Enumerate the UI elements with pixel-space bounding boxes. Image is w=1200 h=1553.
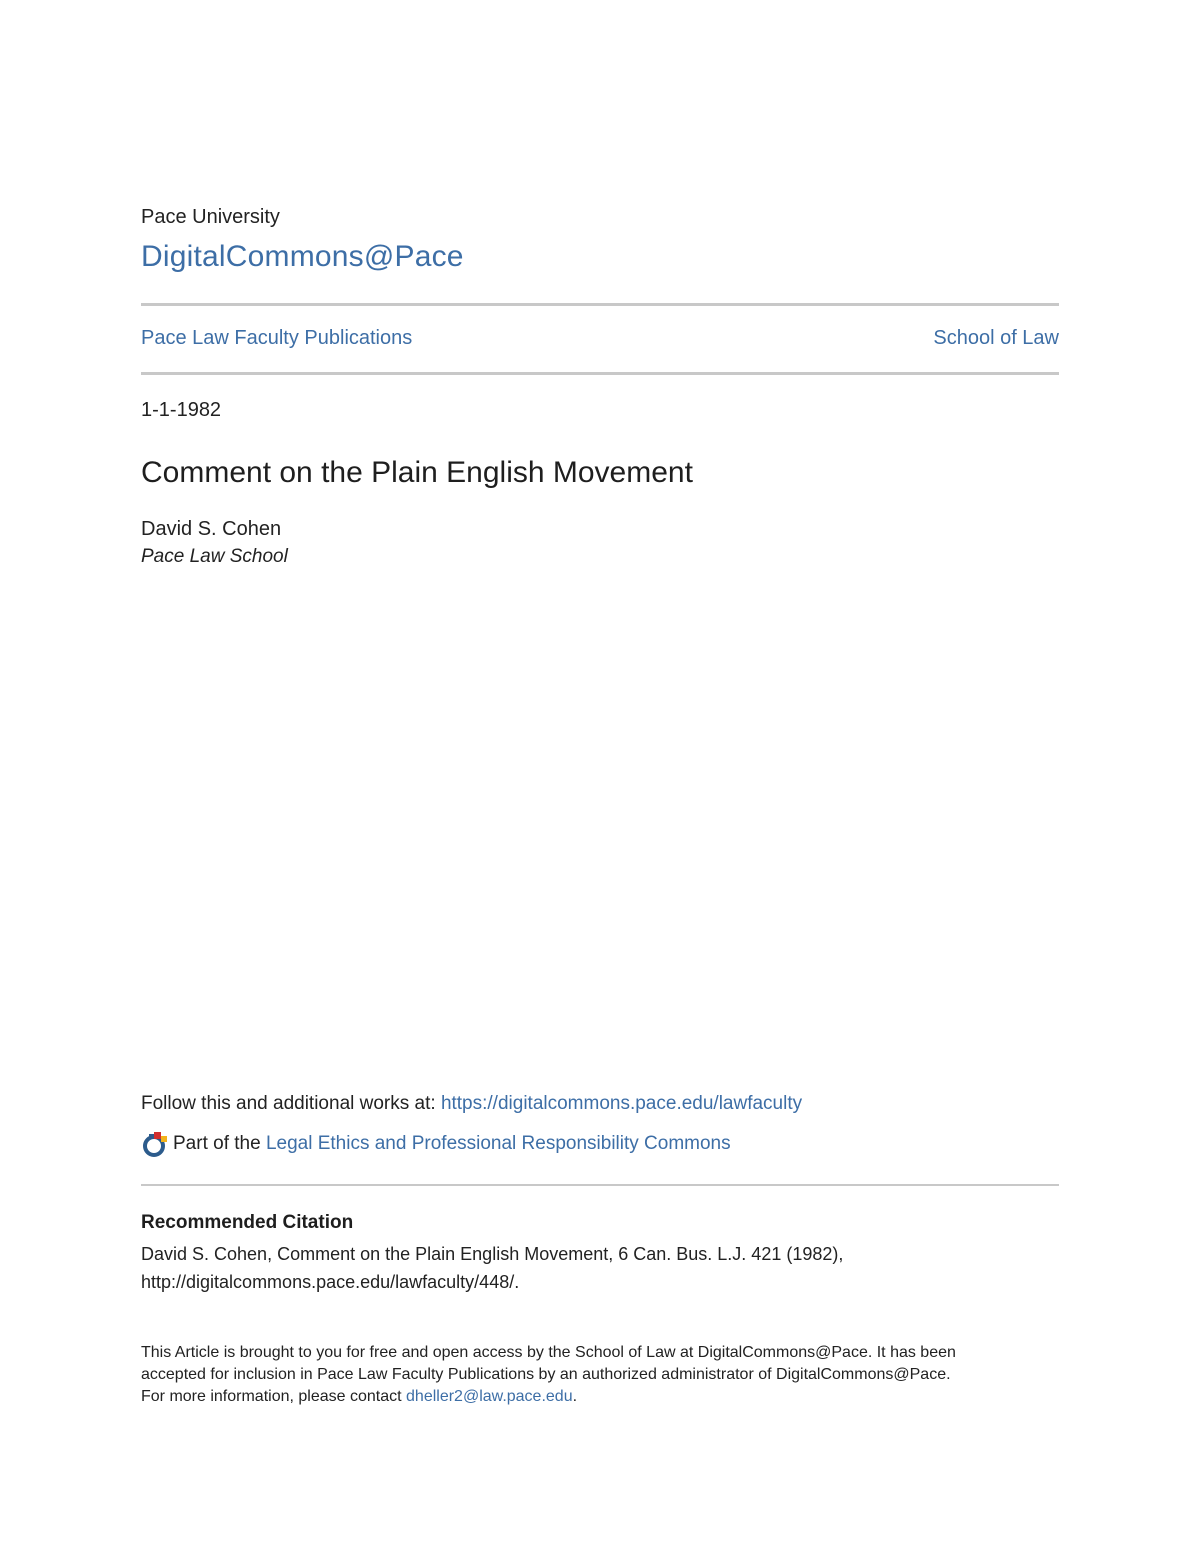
author-affiliation: Pace Law School [141, 546, 288, 567]
cover-page [141, 0, 1059, 1553]
follow-text: Follow this and additional works at: [141, 1093, 441, 1114]
access-notice [141, 1342, 1059, 1408]
follow-line [141, 1093, 802, 1115]
notice-contact-text: For more information, please contact [141, 1388, 407, 1405]
collection-link[interactable]: Pace Law Faculty Publications [141, 327, 413, 349]
contact-email-link[interactable]: dheller2@law.pace.edu [406, 1388, 573, 1405]
notice-contact-line [141, 1386, 1059, 1408]
follow-url-link[interactable]: https://digitalcommons.pace.edu/lawfaculty [440, 1093, 803, 1114]
citation-line: David S. Cohen, Comment on the Plain English Movement, 6 Can. Bus. L.J. 421 (1982), [141, 1244, 844, 1264]
divider-collections [141, 372, 1059, 375]
notice-line: accepted for inclusion in Pace Law Faculty Publications by an authorized administrator of DigitalCommons@Pace. [141, 1366, 951, 1383]
publication-date: 1-1-1982 [141, 399, 222, 421]
divider-citation [141, 1184, 1059, 1186]
citation-heading: Recommended Citation [141, 1212, 354, 1233]
university-name: Pace University [141, 206, 280, 228]
part-of-line [141, 1130, 731, 1158]
repository-link[interactable]: DigitalCommons@Pace [141, 240, 464, 273]
notice-line: This Article is brought to you for free and open access by the School of Law at DigitalCommons@Pace. It has been [141, 1344, 956, 1361]
network-icon [141, 1130, 169, 1158]
author-name: David S. Cohen [141, 518, 282, 540]
notice-period: . [572, 1388, 578, 1405]
divider-top [141, 303, 1059, 306]
citation-url: http://digitalcommons.pace.edu/lawfaculty/448/. [141, 1272, 520, 1292]
commons-link[interactable]: Legal Ethics and Professional Responsibility Commons [265, 1133, 731, 1154]
collection-bar [141, 327, 1059, 350]
part-of-text: Part of the [173, 1133, 261, 1154]
citation-body [141, 1240, 1059, 1296]
school-link[interactable]: School of Law [933, 327, 1059, 349]
article-title: Comment on the Plain English Movement [141, 456, 693, 489]
